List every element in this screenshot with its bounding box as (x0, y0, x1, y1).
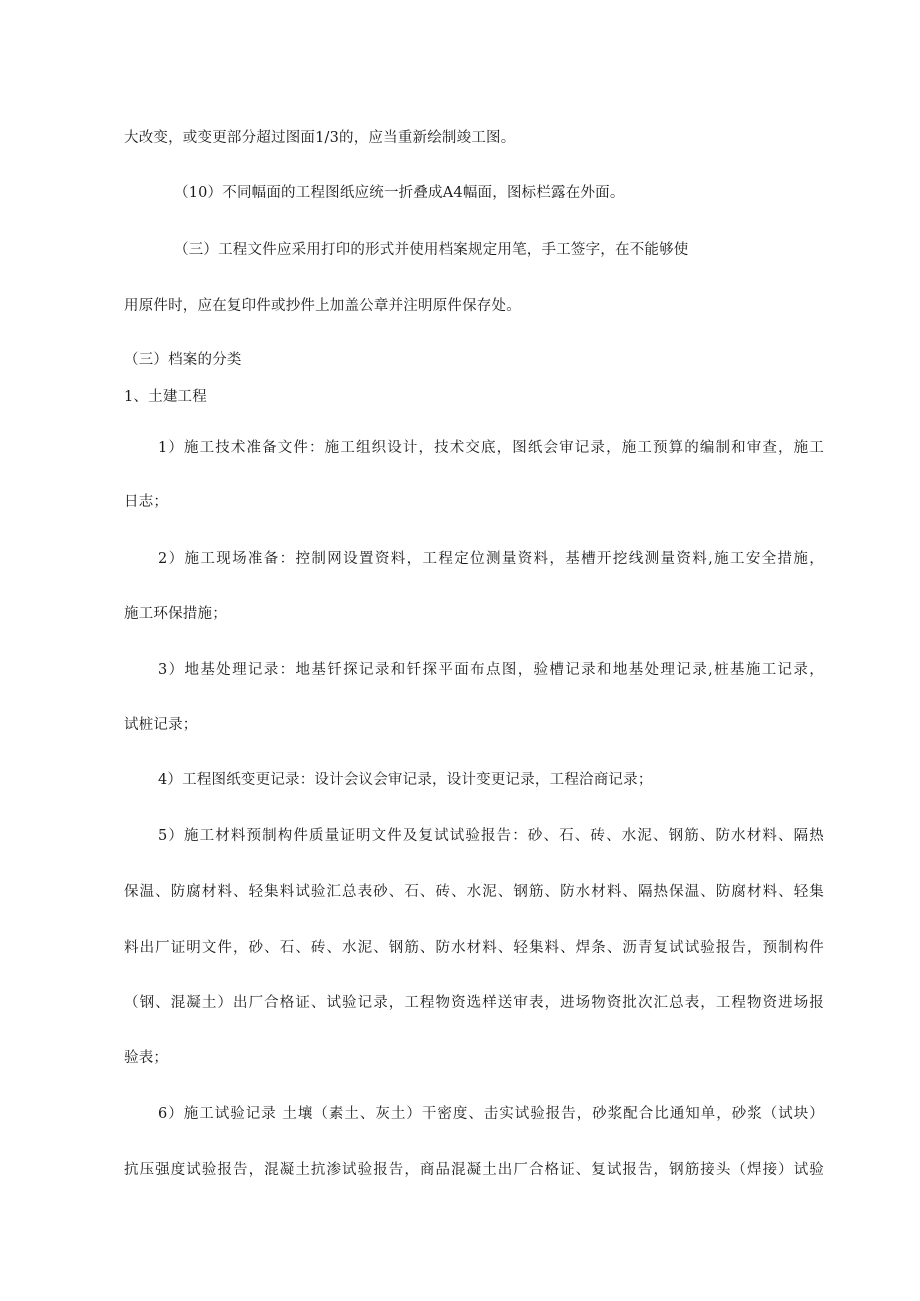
text-line-19: 6）施工试验记录 土壤（素土、灰土）干密度、击实试验报告，砂浆配合比通知单，砂浆（试块） (158, 1106, 824, 1122)
text-line-3: （三）工程文件应采用打印的形式并使用档案规定用笔，手工签字，在不能够使 (174, 242, 689, 258)
text-line-16: 料出厂证明文件，砂、石、砖、水泥、钢筋、防水材料、轻集料、焊条、沥青复试试验报告，预制构件 (124, 940, 824, 956)
text-line-12: 试桩记录； (124, 717, 198, 733)
text-line-15: 保温、防腐材料、轻集料试验汇总表砂、石、砖、水泥、钢筋、防水材料、隔热保温、防腐材料、轻集 (124, 884, 824, 900)
section-heading-archive-classification: （三）档案的分类 (124, 352, 242, 368)
text-line-10: 施工环保措施； (124, 606, 227, 622)
text-line-20: 抗压强度试验报告，混凝土抗渗试验报告，商品混凝土出厂合格证、复试报告，钢筋接头（焊接）试验 (124, 1162, 824, 1178)
subsection-heading-civil-engineering: 1、土建工程 (124, 389, 207, 405)
text-line-13: 4）工程图纸变更记录：设计会议会审记录，设计变更记录，工程洽商记录； (158, 772, 653, 788)
text-line-9: 2）施工现场准备：控制网设置资料，工程定位测量资料，基槽开挖线测量资料,施工安全措施， (158, 551, 824, 567)
text-line-4: 用原件时，应在复印件或抄件上加盖公章并注明原件保存处。 (124, 298, 521, 314)
text-line-2: （10）不同幅面的工程图纸应统一折叠成A4幅面，图标栏露在外面。 (174, 185, 625, 201)
text-line-7: 1）施工技术准备文件：施工组织设计，技术交底，图纸会审记录，施工预算的编制和审查，施工 (158, 440, 824, 456)
text-line-11: 3）地基处理记录：地基钎探记录和钎探平面布点图，验槽记录和地基处理记录,桩基施工记录， (158, 662, 824, 678)
text-line-17: （钢、混凝土）出厂合格证、试验记录，工程物资选样送审表，进场物资批次汇总表，工程物资进场报 (124, 995, 824, 1011)
text-line-18: 验表； (124, 1050, 169, 1066)
text-line-1: 大改变，或变更部分超过图面1/3的，应当重新绘制竣工图。 (124, 130, 516, 146)
text-line-8: 日志； (124, 494, 169, 510)
text-line-14: 5）施工材料预制构件质量证明文件及复试试验报告：砂、石、砖、水泥、钢筋、防水材料、隔热 (158, 828, 824, 844)
